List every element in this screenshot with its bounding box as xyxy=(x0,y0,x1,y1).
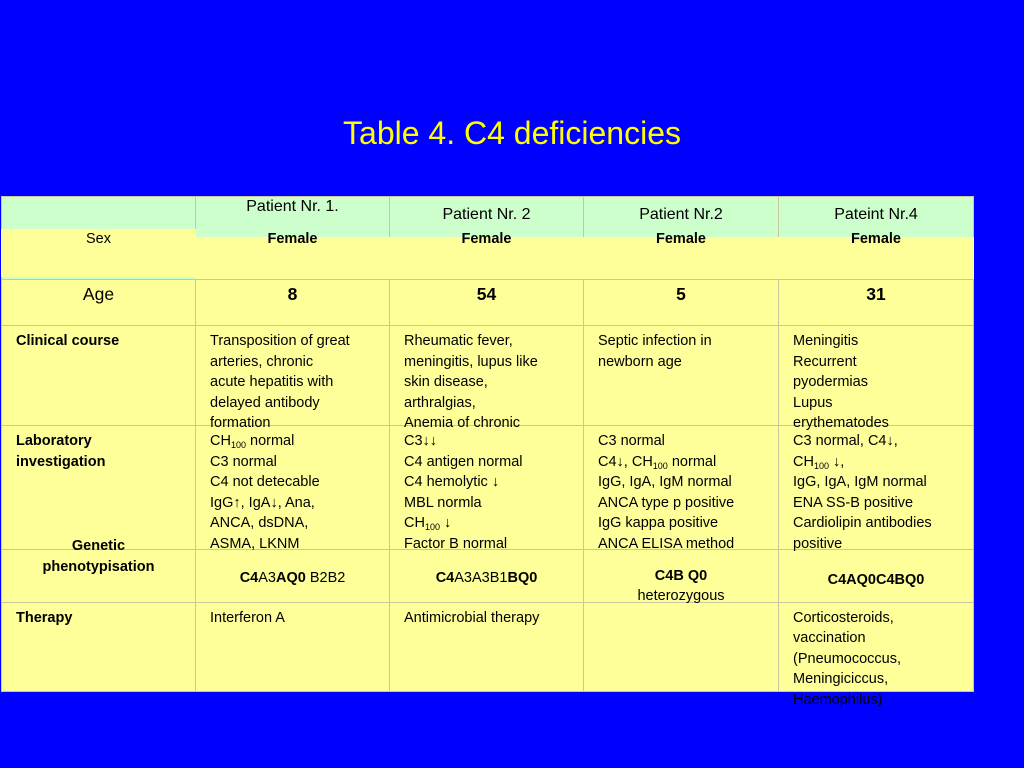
clinical-course-patient-4: Meningitis Recurrent pyodermias Lupus erythematodes xyxy=(793,333,889,432)
table-row-genetic-phenotype xyxy=(2,549,974,602)
sex-label: Sex xyxy=(86,231,111,247)
sex-patient-4: Female xyxy=(851,231,901,247)
genetic-label: Genetic phenotypisation xyxy=(42,538,155,575)
age-patient-2: 54 xyxy=(476,284,497,305)
header-patient-2: Patient Nr. 2 xyxy=(442,206,531,223)
age-patient-1: 8 xyxy=(287,284,298,305)
genetic-patient-2: C4A3A3B1BQ0 xyxy=(435,569,538,586)
genetic-patient-4: C4AQ0C4BQ0 xyxy=(827,571,925,588)
therapy-patient-2: Antimicrobial therapy xyxy=(404,609,540,626)
laboratory-label: Laboratory investigation xyxy=(16,433,106,470)
therapy-patient-4: Corticosteroids, vaccination (Pneumococcus, Meningiciccus, Haemophilus) xyxy=(793,609,901,708)
therapy-label: Therapy xyxy=(16,609,73,626)
laboratory-patient-3: C3 normal C4↓, $CH_{100}$ normal IgG, IgA, IgM normal ANCA type p positive IgG kappa positive ANCA ELISA method xyxy=(598,433,735,552)
c4-deficiency-table xyxy=(1,196,974,708)
clinical-course-patient-3: Septic infection in newborn age xyxy=(598,333,712,370)
sex-patient-2: Female xyxy=(461,231,512,247)
age-patient-4: 31 xyxy=(866,284,886,305)
sex-patient-1: Female xyxy=(267,231,318,247)
age-patient-3: 5 xyxy=(676,284,686,305)
header-patient-1: Patient Nr. 1. xyxy=(246,198,339,215)
genetic-patient-3: C4B Q0 heterozygous xyxy=(637,567,725,605)
header-patient-4: Pateint Nr.4 xyxy=(834,206,918,223)
table-row-clinical-course xyxy=(2,326,974,426)
header-patient-3: Patient Nr.2 xyxy=(639,206,723,223)
clinical-course-patient-1: Transposition of great arteries, chronic acute hepatitis with delayed antibody formation xyxy=(210,333,350,432)
genetic-patient-1: C4A3AQ0 B2B2 xyxy=(239,569,346,586)
age-label: Age xyxy=(82,284,115,305)
laboratory-patient-4: C3 normal, C4↓, $CH_{100}$ ↓, IgG, IgA, IgM normal ENA SS-B positive Cardiolipin antibodies positive xyxy=(793,433,932,552)
table-row-header xyxy=(2,197,974,280)
slide-title: Table 4. C4 deficiencies xyxy=(343,115,681,151)
therapy-patient-1: Interferon A xyxy=(210,609,285,626)
clinical-course-patient-2: Rheumatic fever, meningitis, lupus like skin disease, arthralgias, Anemia of chronic xyxy=(404,333,538,432)
table-row-therapy xyxy=(2,602,974,691)
laboratory-patient-1: $CH_{100}$ normal C3 normal C4 not detecable IgG↑, IgA↓, Ana, ANCA, dsDNA, ASMA, LKNM xyxy=(210,433,320,552)
clinical-course-label: Clinical course xyxy=(16,333,120,350)
table-row-laboratory xyxy=(2,426,974,549)
laboratory-patient-2: C3↓↓ C4 antigen normal C4 hemolytic ↓ MBL normla $CH_{100}$ ↓ Factor B normal xyxy=(404,433,523,552)
sex-patient-3: Female xyxy=(656,231,706,247)
table-row-age xyxy=(2,280,974,326)
